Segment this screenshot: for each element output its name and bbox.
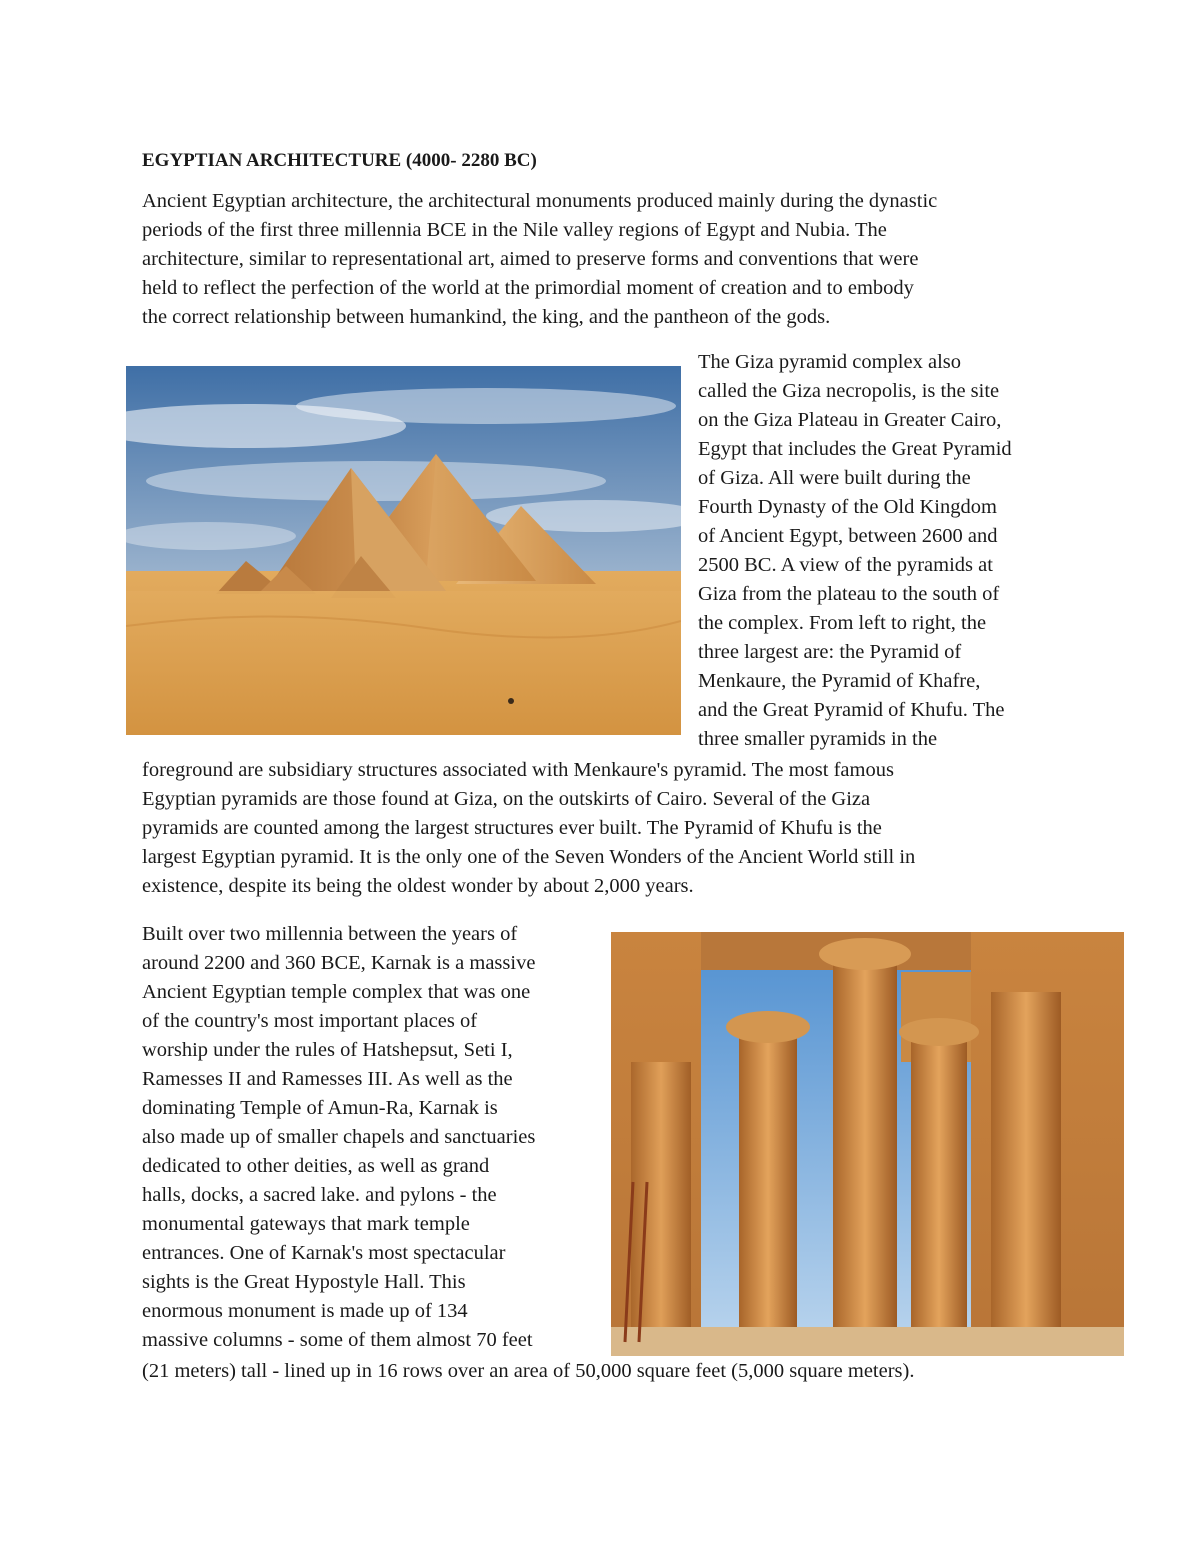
intro-line: architecture, similar to representational art, aimed to preserve forms and conventions that were	[142, 248, 919, 270]
karnak-line: Built over two millennia between the years of	[142, 923, 518, 945]
karnak-line: monumental gateways that mark temple	[142, 1213, 470, 1235]
karnak-line: of the country's most important places of	[142, 1010, 478, 1032]
karnak-line: enormous monument is made up of 134	[142, 1300, 468, 1322]
giza-line: of Giza. All were built during the	[698, 467, 971, 489]
giza-line: existence, despite its being the oldest wonder by about 2,000 years.	[142, 875, 694, 897]
giza-line: called the Giza necropolis, is the site	[698, 380, 1000, 402]
karnak-line: massive columns - some of them almost 70 feet	[142, 1329, 533, 1351]
intro-line: the correct relationship between humankind, the king, and the pantheon of the gods.	[142, 306, 831, 328]
giza-line: three smaller pyramids in the	[698, 728, 938, 750]
karnak-line: halls, docks, a sacred lake. and pylons - the	[142, 1184, 497, 1206]
karnak-line: entrances. One of Karnak's most spectacular	[142, 1242, 506, 1264]
karnak-line: dominating Temple of Amun-Ra, Karnak is	[142, 1097, 498, 1119]
giza-line: the complex. From left to right, the	[698, 612, 987, 634]
intro-line: periods of the first three millennia BCE in the Nile valley regions of Egypt and Nubia. The	[142, 219, 887, 241]
giza-line: largest Egyptian pyramid. It is the only one of the Seven Wonders of the Ancient World still in	[142, 846, 916, 868]
intro-line: Ancient Egyptian architecture, the architectural monuments produced mainly during the dynastic	[142, 190, 938, 212]
giza-line: 2500 BC. A view of the pyramids at	[698, 554, 993, 576]
giza-line: The Giza pyramid complex also	[698, 351, 961, 373]
giza-line: of Ancient Egypt, between 2600 and	[698, 525, 998, 547]
giza-line: Giza from the plateau to the south of	[698, 583, 1000, 605]
giza-line: and the Great Pyramid of Khufu. The	[698, 699, 1005, 721]
giza-line: three largest are: the Pyramid of	[698, 641, 962, 663]
giza-line: Menkaure, the Pyramid of Khafre,	[698, 670, 981, 692]
karnak-line: Ramesses II and Ramesses III. As well as the	[142, 1068, 513, 1090]
karnak-line: also made up of smaller chapels and sanctuaries	[142, 1126, 536, 1148]
intro-line: held to reflect the perfection of the world at the primordial moment of creation and to embody	[142, 277, 914, 299]
karnak-hypostyle-image	[611, 932, 1124, 1356]
giza-line: on the Giza Plateau in Greater Cairo,	[698, 409, 1002, 431]
karnak-line: around 2200 and 360 BCE, Karnak is a massive	[142, 952, 536, 974]
page-title: EGYPTIAN ARCHITECTURE (4000- 2280 BC)	[142, 150, 537, 171]
karnak-line: sights is the Great Hypostyle Hall. This	[142, 1271, 466, 1293]
karnak-line: dedicated to other deities, as well as grand	[142, 1155, 490, 1177]
giza-line: Egyptian pyramids are those found at Giza, on the outskirts of Cairo. Several of the Giza	[142, 788, 871, 810]
karnak-line: (21 meters) tall - lined up in 16 rows over an area of 50,000 square feet (5,000 square meters).	[142, 1360, 915, 1382]
karnak-line: worship under the rules of Hatshepsut, Seti I,	[142, 1039, 513, 1061]
giza-line: pyramids are counted among the largest structures ever built. The Pyramid of Khufu is the	[142, 817, 882, 839]
giza-line: Egypt that includes the Great Pyramid	[698, 438, 1012, 460]
giza-line: Fourth Dynasty of the Old Kingdom	[698, 496, 997, 518]
giza-pyramids-image	[126, 366, 681, 735]
giza-line: foreground are subsidiary structures associated with Menkaure's pyramid. The most famous	[142, 759, 894, 781]
karnak-line: Ancient Egyptian temple complex that was one	[142, 981, 531, 1003]
